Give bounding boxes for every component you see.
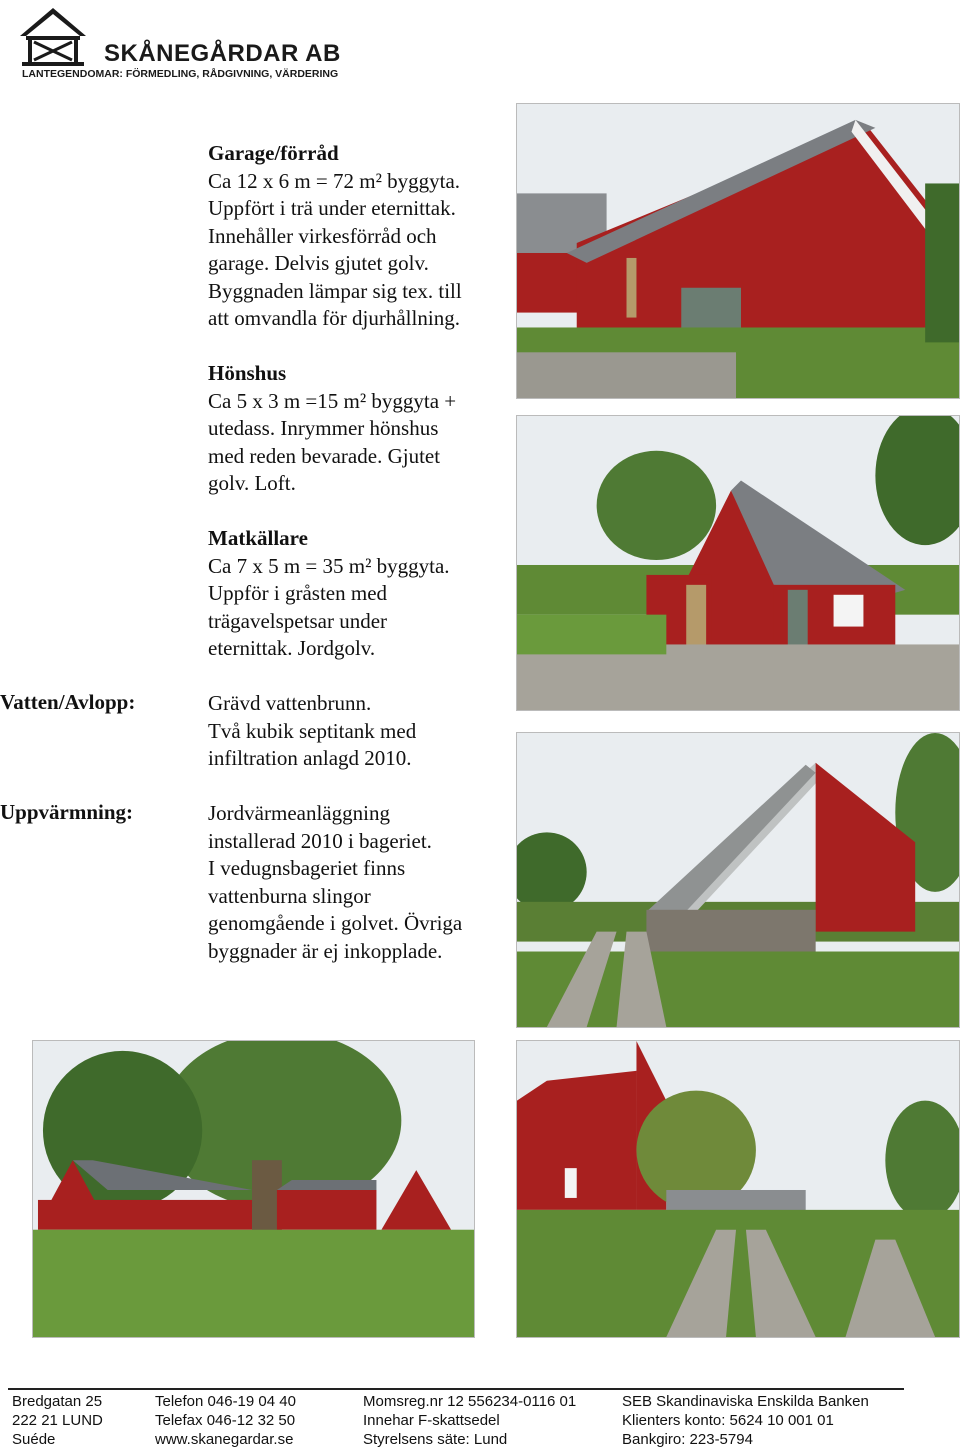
water-line: infiltration anlagd 2010. — [208, 746, 412, 770]
building-line: Ca 5 x 3 m =15 m² byggyta + — [208, 388, 457, 413]
building-line: Ca 12 x 6 m = 72 m² byggyta. — [208, 168, 461, 193]
water-line: Grävd vattenbrunn. — [208, 691, 372, 715]
footer-line: Bankgiro: 223-5794 — [622, 1431, 753, 1448]
footer-divider — [8, 1388, 904, 1390]
footer-phone: Telefon 046-19 04 40 — [155, 1393, 296, 1410]
building-line: trägavelspetsar under — [208, 608, 388, 633]
building-title: Garage/förråd — [208, 141, 339, 165]
water-label: Vatten/Avlopp: — [0, 690, 136, 714]
footer-line: Klienters konto: 5624 10 001 01 — [622, 1412, 834, 1429]
building-line: Ca 7 x 5 m = 35 m² byggyta. — [208, 553, 450, 578]
heating-line: byggnader är ej inkopplade. — [208, 938, 443, 963]
company-tagline: LANTEGENDOMAR: FÖRMEDLING, RÅDGIVNING, VÄRDERING — [22, 68, 339, 80]
company-name: SKÅNEGÅRDAR AB — [104, 40, 341, 67]
footer-website-link[interactable]: www.skanegardar.se — [155, 1431, 294, 1448]
footer-contact — [155, 1392, 296, 1449]
photo-root-cellar — [516, 732, 960, 1028]
building-line: Byggnaden lämpar sig tex. till — [208, 278, 462, 303]
footer-line: 222 21 LUND — [12, 1412, 103, 1429]
water-line: Två kubik septitank med — [208, 718, 417, 743]
building-title: Hönshus — [208, 361, 287, 385]
water-description — [208, 690, 508, 773]
building-line: Innehåller virkesförråd och — [208, 223, 437, 248]
footer-line: Momsreg.nr 12 556234-0116 01 — [363, 1393, 577, 1410]
photo-farm-road — [516, 1040, 960, 1338]
building-line: utedass. Inrymmer hönshus — [208, 416, 439, 440]
building-line: att omvandla för djurhållning. — [208, 306, 460, 330]
footer-line: Suéde — [12, 1431, 56, 1448]
photo-henhouse — [516, 415, 960, 711]
building-garage — [208, 140, 508, 333]
company-logo — [18, 6, 348, 82]
building-root-cellar — [208, 525, 508, 663]
building-line: Uppför i gråsten med — [208, 581, 388, 605]
heating-description — [208, 800, 508, 965]
barn-logo-icon — [18, 6, 88, 70]
heating-line: Jordvärmeanläggning — [208, 801, 390, 825]
building-henhouse — [208, 360, 508, 498]
footer-line: SEB Skandinaviska Enskilda Banken — [622, 1393, 869, 1410]
footer-line: Innehar F-skattsedel — [363, 1412, 500, 1429]
photo-garage-barn — [516, 103, 960, 399]
footer-line: Bredgatan 25 — [12, 1393, 103, 1410]
heating-line: I vedugnsbageriet finns — [208, 856, 406, 880]
photo-farm-overview — [32, 1040, 475, 1338]
heating-line: vattenburna slingor — [208, 883, 371, 908]
building-line: golv. Loft. — [208, 471, 296, 495]
footer-bank — [622, 1392, 869, 1449]
building-line: eternittak. Jordgolv. — [208, 636, 376, 660]
building-line: Uppfört i trä under eternittak. — [208, 196, 456, 220]
footer-registration — [363, 1392, 576, 1449]
building-line: garage. Delvis gjutet golv. — [208, 251, 429, 275]
footer-line: Styrelsens säte: Lund — [363, 1431, 508, 1448]
heating-line: installerad 2010 i bageriet. — [208, 828, 432, 853]
heating-line: genomgående i golvet. Övriga — [208, 911, 463, 935]
building-line: med reden bevarade. Gjutet — [208, 443, 441, 468]
heating-label: Uppvärmning: — [0, 800, 134, 824]
building-title: Matkällare — [208, 526, 308, 550]
footer-address — [12, 1392, 103, 1449]
footer-fax: Telefax 046-12 32 50 — [155, 1412, 296, 1429]
